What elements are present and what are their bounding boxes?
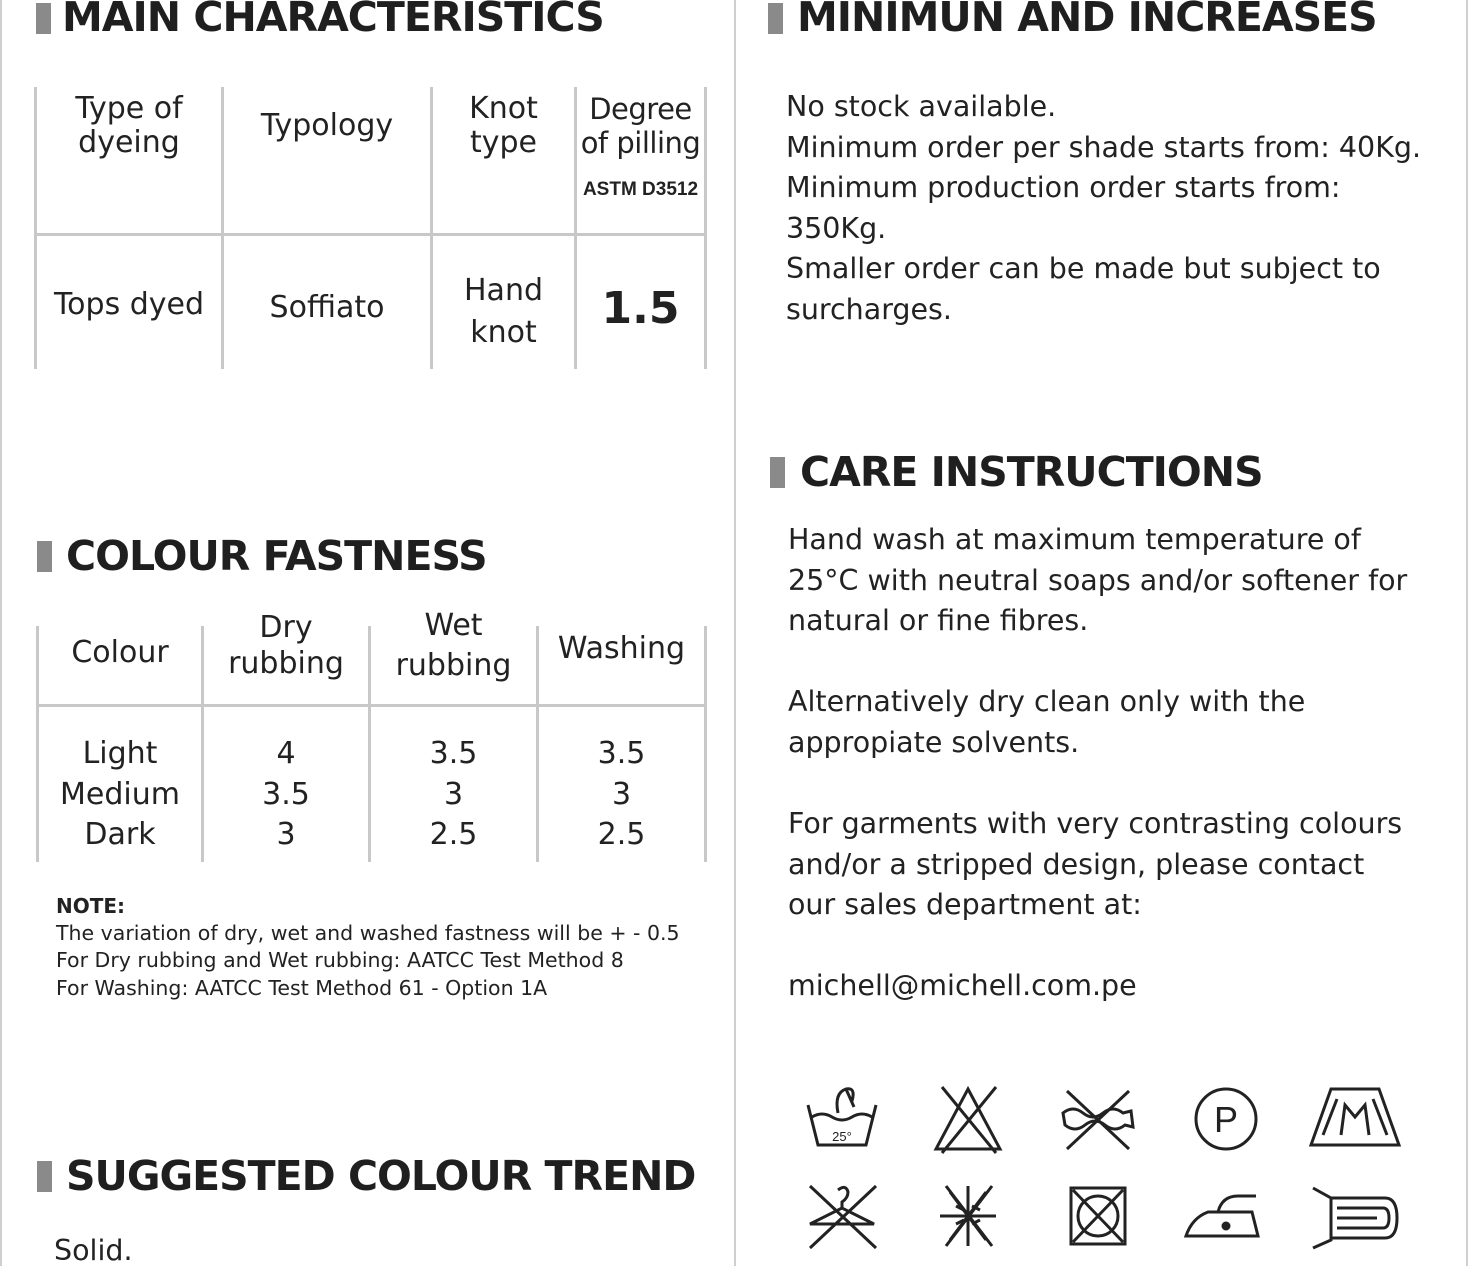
- section-marker: [37, 541, 52, 572]
- steam-iron-icon: [1307, 1180, 1403, 1252]
- value-degree-of-pilling: 1.5: [601, 283, 680, 334]
- do-not-tumble-dry-icon: [1049, 1180, 1145, 1252]
- section-title: MAIN CHARACTERISTICS: [62, 0, 604, 41]
- value-knot-type: Hand knot: [464, 273, 543, 350]
- section-title: SUGGESTED COLOUR TREND: [66, 1152, 696, 1200]
- section-marker: [768, 3, 783, 34]
- section-marker: [37, 1161, 52, 1192]
- section-title: MINIMUN AND INCREASES: [797, 0, 1377, 41]
- fastness-dry-values: 4 3.5 3: [262, 736, 310, 852]
- dry-flat-icon: [1307, 1083, 1403, 1155]
- header-wet-rubbing: Wet rubbing: [395, 608, 512, 683]
- do-not-hang-dry-icon: [794, 1180, 890, 1252]
- header-colour: Colour: [71, 635, 169, 670]
- section-marker: [770, 457, 785, 488]
- care-paragraph: Alternatively dry clean only with the appropiate solvents.: [788, 685, 1306, 759]
- section-title: CARE INSTRUCTIONS: [800, 448, 1263, 496]
- fastness-row: Light Medium Dark: [60, 736, 180, 852]
- left-page-edge: [0, 0, 2, 1266]
- colour-trend-text: Solid.: [54, 1234, 133, 1267]
- center-divider: [734, 0, 736, 1266]
- header-knot-type: Knot type: [469, 91, 538, 160]
- section-title: COLOUR FASTNESS: [66, 532, 487, 580]
- note-line: For Washing: AATCC Test Method 61 - Option 1A: [56, 976, 548, 1000]
- section-marker: [36, 3, 51, 34]
- sales-email: michell@michell.com.pe: [788, 969, 1137, 1002]
- fastness-washing-values: 3.5 3 2.5: [597, 736, 646, 852]
- note-line: For Dry rubbing and Wet rubbing: AATCC Test Method 8: [56, 948, 624, 972]
- hand-wash-icon: [794, 1083, 890, 1155]
- header-dry-rubbing: Dry rubbing: [228, 610, 344, 681]
- value-typology: Soffiato: [269, 290, 385, 325]
- pilling-standard: ASTM D3512: [582, 179, 699, 200]
- fastness-wet-values: 3.5 3 2.5: [429, 736, 478, 852]
- value-type-of-dyeing: Tops dyed: [53, 287, 205, 322]
- dry-clean-p-icon: [1178, 1083, 1274, 1155]
- do-not-brush-icon: [920, 1180, 1016, 1252]
- note-line: The variation of dry, wet and washed fastness will be + - 0.5: [56, 921, 680, 945]
- svg-text:25°: 25°: [832, 1129, 852, 1144]
- header-type-of-dyeing: Type of dyeing: [75, 91, 183, 160]
- right-page-edge: [1466, 0, 1468, 1266]
- do-not-bleach-icon: [920, 1083, 1016, 1155]
- minimum-text: No stock available. Minimum order per shade starts from: 40Kg. Minimum production order starts from: 350Kg. Smaller order can be made but subject to surcharges.: [786, 90, 1422, 326]
- do-not-wring-icon: [1049, 1083, 1145, 1155]
- iron-low-icon: [1178, 1180, 1274, 1252]
- care-paragraph: Hand wash at maximum temperature of 25°C with neutral soaps and/or softener for natural or fine fibres.: [788, 523, 1408, 637]
- header-degree-of-pilling: Degree of pilling: [580, 92, 701, 160]
- header-washing: Washing: [557, 631, 686, 666]
- header-typology: Typology: [260, 108, 394, 143]
- note-label: NOTE:: [56, 894, 126, 918]
- svg-text:P: P: [1213, 1099, 1239, 1140]
- care-paragraph: For garments with very contrasting colours and/or a stripped design, please contact our sales department at:: [788, 807, 1403, 921]
